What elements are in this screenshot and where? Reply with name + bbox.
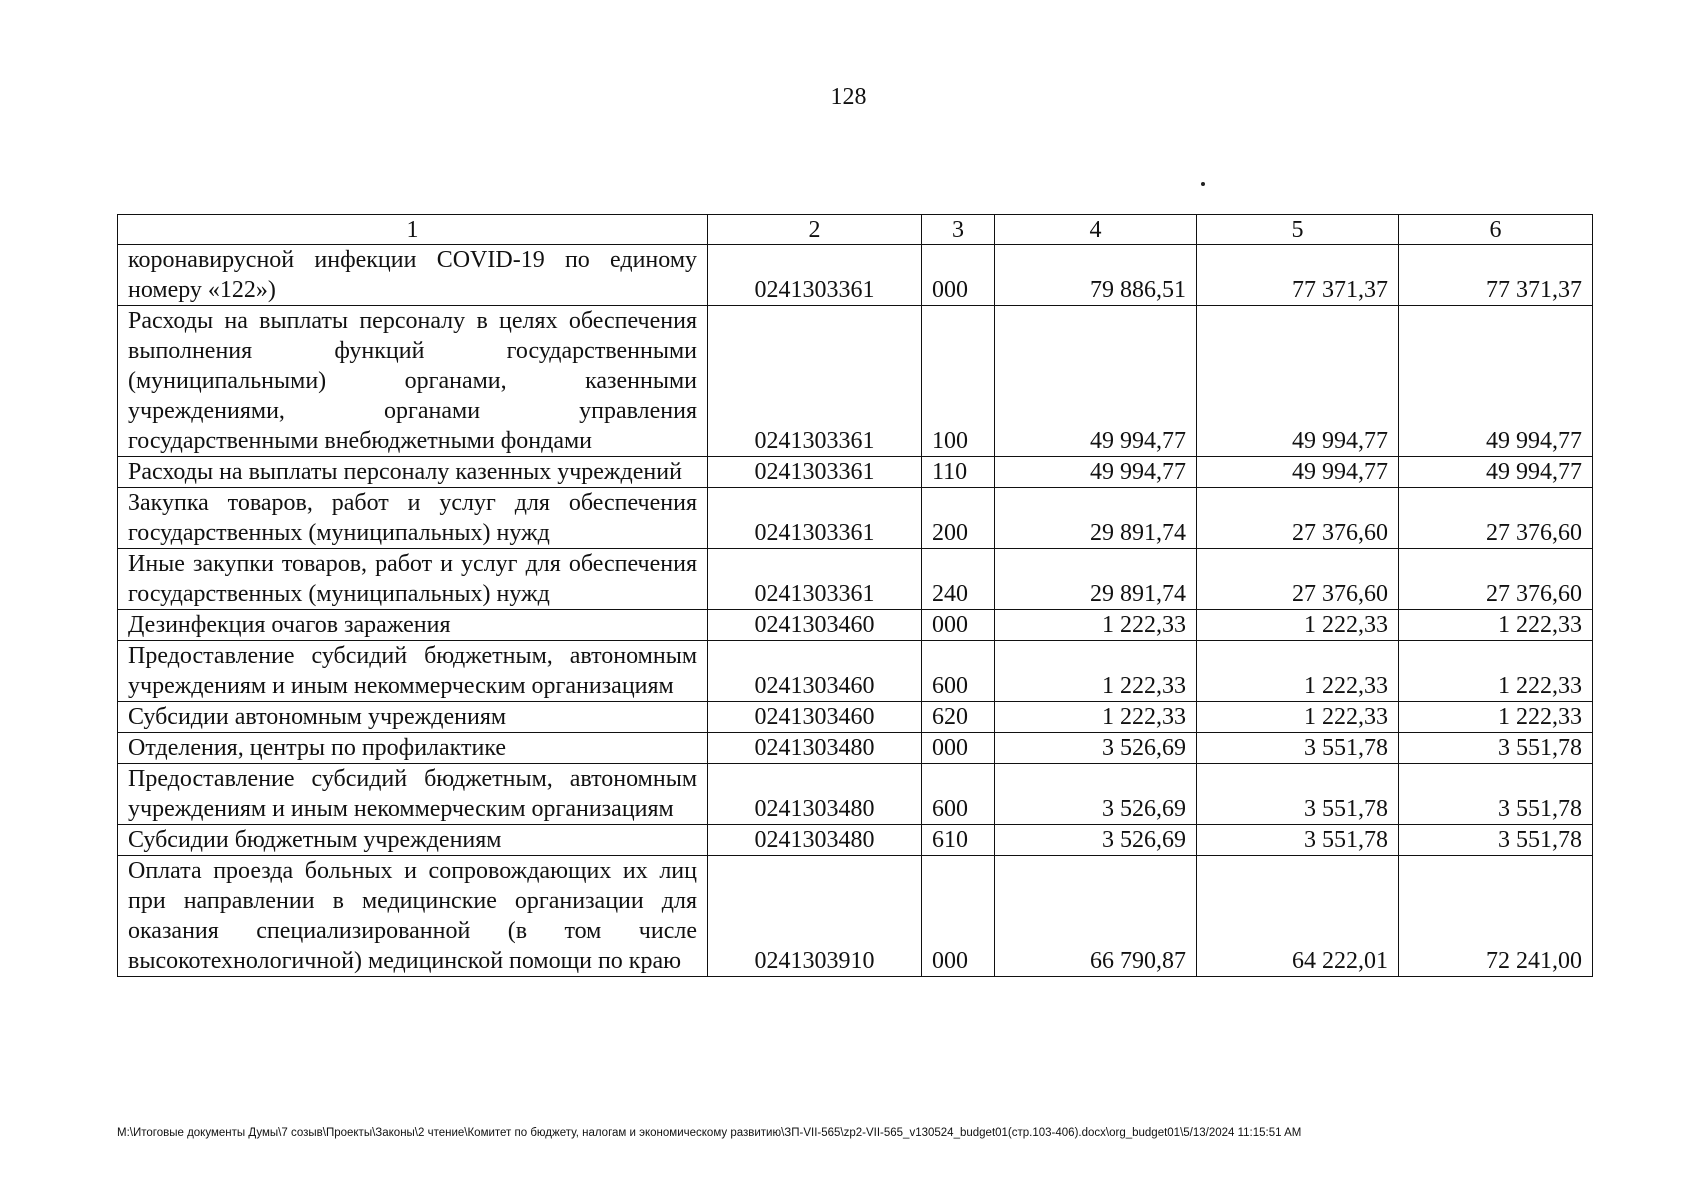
- table-header-row: [118, 215, 1593, 245]
- row-target-code: 0241303460: [708, 641, 922, 702]
- row-expense-type: 000: [922, 856, 995, 977]
- header-col-6: 6: [1399, 215, 1593, 245]
- row-value-col5: 77 371,37: [1197, 245, 1399, 306]
- row-value-col5: 27 376,60: [1197, 488, 1399, 549]
- row-expense-type: 600: [922, 764, 995, 825]
- row-target-code: 0241303460: [708, 702, 922, 733]
- row-value-col5: 1 222,33: [1197, 702, 1399, 733]
- row-target-code: 0241303361: [708, 457, 922, 488]
- row-value-col5: 49 994,77: [1197, 306, 1399, 457]
- row-description: Субсидии автономным учреждениям: [118, 702, 708, 733]
- table-row: [118, 856, 1593, 977]
- row-target-code: 0241303480: [708, 764, 922, 825]
- row-value-col6: 49 994,77: [1399, 457, 1593, 488]
- row-value-col6: 77 371,37: [1399, 245, 1593, 306]
- table-row: [118, 641, 1593, 702]
- row-value-col5: 3 551,78: [1197, 825, 1399, 856]
- header-col-3: 3: [922, 215, 995, 245]
- row-value-col6: 3 551,78: [1399, 825, 1593, 856]
- row-description: Расходы на выплаты персоналу казенных учреждений: [118, 457, 708, 488]
- budget-table: [117, 214, 1593, 977]
- header-col-4: 4: [995, 215, 1197, 245]
- row-expense-type: 000: [922, 733, 995, 764]
- table-row: [118, 549, 1593, 610]
- table-row: [118, 245, 1593, 306]
- row-expense-type: 000: [922, 245, 995, 306]
- row-value-col4: 1 222,33: [995, 610, 1197, 641]
- table-row: [118, 825, 1593, 856]
- row-value-col6: 27 376,60: [1399, 488, 1593, 549]
- row-value-col4: 49 994,77: [995, 457, 1197, 488]
- row-value-col4: 29 891,74: [995, 549, 1197, 610]
- row-value-col4: 3 526,69: [995, 733, 1197, 764]
- row-description: Предоставление субсидий бюджетным, автономным учреждениям и иным некоммерческим организациям: [118, 764, 708, 825]
- scan-speck: [1201, 182, 1205, 186]
- header-col-5: 5: [1197, 215, 1399, 245]
- row-value-col4: 1 222,33: [995, 702, 1197, 733]
- row-value-col5: 27 376,60: [1197, 549, 1399, 610]
- row-value-col4: 49 994,77: [995, 306, 1197, 457]
- row-description: Отделения, центры по профилактике: [118, 733, 708, 764]
- row-target-code: 0241303361: [708, 488, 922, 549]
- row-value-col6: 3 551,78: [1399, 764, 1593, 825]
- row-value-col6: 49 994,77: [1399, 306, 1593, 457]
- table-body: [118, 245, 1593, 977]
- row-description: Расходы на выплаты персоналу в целях обеспечения выполнения функций государственными (муниципальными) органами, казенными учреждениями, органами управления государственными внебюджетными фондами: [118, 306, 708, 457]
- row-value-col5: 1 222,33: [1197, 641, 1399, 702]
- row-value-col5: 3 551,78: [1197, 733, 1399, 764]
- row-description: Предоставление субсидий бюджетным, автономным учреждениям и иным некоммерческим организациям: [118, 641, 708, 702]
- row-description: Субсидии бюджетным учреждениям: [118, 825, 708, 856]
- table-row: [118, 306, 1593, 457]
- row-expense-type: 200: [922, 488, 995, 549]
- row-value-col5: 49 994,77: [1197, 457, 1399, 488]
- row-value-col5: 1 222,33: [1197, 610, 1399, 641]
- row-target-code: 0241303480: [708, 825, 922, 856]
- row-description: Оплата проезда больных и сопровождающих их лиц при направлении в медицинские организации для оказания специализированной (в том числе высокотехнологичной) медицинской помощи по краю: [118, 856, 708, 977]
- table-row: [118, 764, 1593, 825]
- row-target-code: 0241303910: [708, 856, 922, 977]
- table-row: [118, 733, 1593, 764]
- file-path-footer: M:\Итоговые документы Думы\7 созыв\Проекты\Законы\2 чтение\Комитет по бюджету, налогам и экономическому развитию\ЗП-VII-565\zp2-VII-565_v130524_budget01(стр.103-406).docx\org_budget01\5/13/2024 11:15:51 AM: [117, 1127, 1302, 1139]
- row-description: Иные закупки товаров, работ и услуг для обеспечения государственных (муниципальных) нужд: [118, 549, 708, 610]
- table-row: [118, 457, 1593, 488]
- row-value-col4: 29 891,74: [995, 488, 1197, 549]
- row-expense-type: 600: [922, 641, 995, 702]
- row-value-col6: 1 222,33: [1399, 702, 1593, 733]
- row-value-col4: 1 222,33: [995, 641, 1197, 702]
- header-col-2: 2: [708, 215, 922, 245]
- page-number: 128: [830, 84, 867, 110]
- row-value-col5: 3 551,78: [1197, 764, 1399, 825]
- row-value-col6: 72 241,00: [1399, 856, 1593, 977]
- table-row: [118, 702, 1593, 733]
- row-target-code: 0241303361: [708, 245, 922, 306]
- row-description: коронавирусной инфекции COVID-19 по единому номеру «122»): [118, 245, 708, 306]
- row-value-col6: 27 376,60: [1399, 549, 1593, 610]
- row-expense-type: 610: [922, 825, 995, 856]
- row-expense-type: 620: [922, 702, 995, 733]
- row-expense-type: 240: [922, 549, 995, 610]
- table-row: [118, 488, 1593, 549]
- row-value-col4: 66 790,87: [995, 856, 1197, 977]
- header-col-1: 1: [118, 215, 708, 245]
- table-row: [118, 610, 1593, 641]
- row-value-col6: 1 222,33: [1399, 641, 1593, 702]
- row-target-code: 0241303361: [708, 549, 922, 610]
- row-value-col6: 3 551,78: [1399, 733, 1593, 764]
- row-expense-type: 100: [922, 306, 995, 457]
- row-value-col4: 79 886,51: [995, 245, 1197, 306]
- row-value-col4: 3 526,69: [995, 764, 1197, 825]
- row-value-col4: 3 526,69: [995, 825, 1197, 856]
- row-target-code: 0241303460: [708, 610, 922, 641]
- row-target-code: 0241303480: [708, 733, 922, 764]
- row-value-col6: 1 222,33: [1399, 610, 1593, 641]
- row-expense-type: 110: [922, 457, 995, 488]
- row-expense-type: 000: [922, 610, 995, 641]
- row-value-col5: 64 222,01: [1197, 856, 1399, 977]
- row-target-code: 0241303361: [708, 306, 922, 457]
- row-description: Закупка товаров, работ и услуг для обеспечения государственных (муниципальных) нужд: [118, 488, 708, 549]
- row-description: Дезинфекция очагов заражения: [118, 610, 708, 641]
